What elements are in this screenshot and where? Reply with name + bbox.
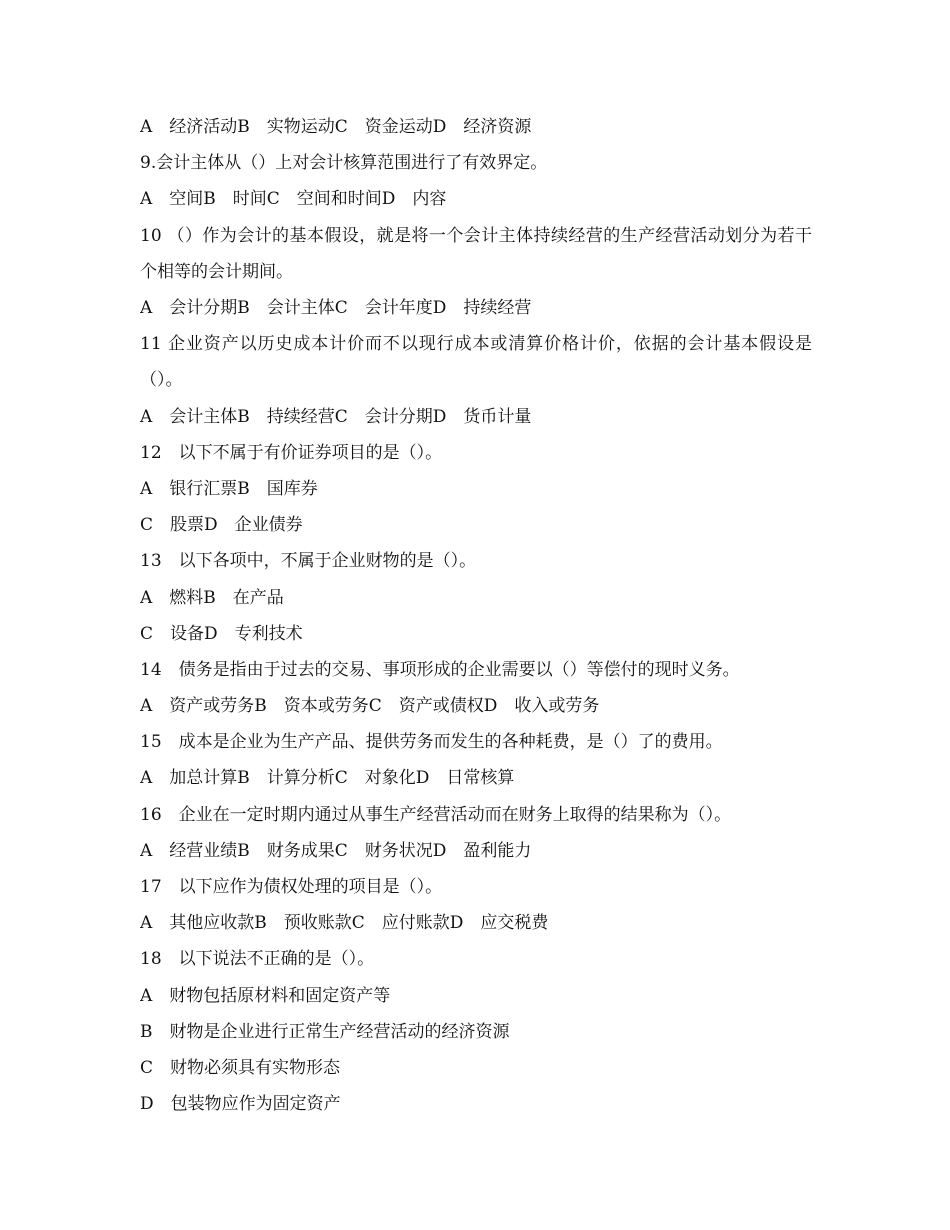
q8-options: A 经济活动B 实物运动C 资金运动D 经济资源 bbox=[140, 117, 532, 137]
q18-option-c: C 财物必须具有实物形态 bbox=[140, 1057, 341, 1078]
q13-stem: 13 以下各项中，不属于企业财物的是（）。 bbox=[140, 551, 477, 572]
q12-stem: 12 以下不属于有价证券项目的是（）。 bbox=[140, 442, 443, 463]
q10-stem: 10 （）作为会计的基本假设，就是将一个会计主体持续经营的生产经营活动划分为若干个相等的会计期间。 bbox=[140, 225, 812, 282]
q15-stem: 15 成本是企业为生产产品、提供劳务而发生的各种耗费，是（）了的费用。 bbox=[140, 732, 723, 753]
q17-stem: 17 以下应作为债权处理的项目是（）。 bbox=[140, 877, 443, 897]
q18-option-d: D 包装物应作为固定资产 bbox=[140, 1094, 341, 1115]
q11-options: A 会计主体B 持续经营C 会计分期D 货币计量 bbox=[140, 406, 532, 427]
q15-options: A 加总计算B 计算分析C 对象化D 日常核算 bbox=[140, 768, 515, 789]
q13-options-cd: C 设备D 专利技术 bbox=[140, 623, 303, 644]
q18-option-b: B 财物是企业进行正常生产经营活动的经济资源 bbox=[140, 1021, 510, 1042]
q16-stem: 16 企业在一定时期内通过从事生产经营活动而在财务上取得的结果称为（）。 bbox=[140, 804, 732, 825]
q13-options-ab: A 燃料B 在产品 bbox=[140, 587, 284, 608]
q11-stem: 11 企业资产以历史成本计价而不以现行成本或清算价格计价，依据的会计基本假设是（）。 bbox=[140, 334, 812, 391]
q10-options: A 会计分期B 会计主体C 会计年度D 持续经营 bbox=[140, 297, 532, 318]
q12-options-ab: A 银行汇票B 国库券 bbox=[140, 478, 318, 499]
q18-option-a: A 财物包括原材料和固定资产等 bbox=[140, 985, 391, 1006]
q9-stem: 9.会计主体从（）上对会计核算范围进行了有效界定。 bbox=[140, 153, 548, 174]
q14-stem: 14 债务是指由于过去的交易、事项形成的企业需要以（）等偿付的现时义务。 bbox=[140, 659, 740, 680]
q17-options: A 其他应收款B 预收账款C 应付账款D 应交税费 bbox=[140, 913, 549, 934]
q18-stem: 18 以下说法不正确的是（）。 bbox=[140, 949, 375, 970]
q14-options: A 资产或劳务B 资本或劳务C 资产或债权D 收入或劳务 bbox=[140, 696, 600, 717]
q9-options: A 空间B 时间C 空间和时间D 内容 bbox=[140, 189, 447, 210]
q12-options-cd: C 股票D 企业债券 bbox=[140, 515, 303, 536]
q16-options: A 经营业绩B 财务成果C 财务状况D 盈利能力 bbox=[140, 840, 532, 861]
question-text bbox=[140, 109, 812, 1122]
